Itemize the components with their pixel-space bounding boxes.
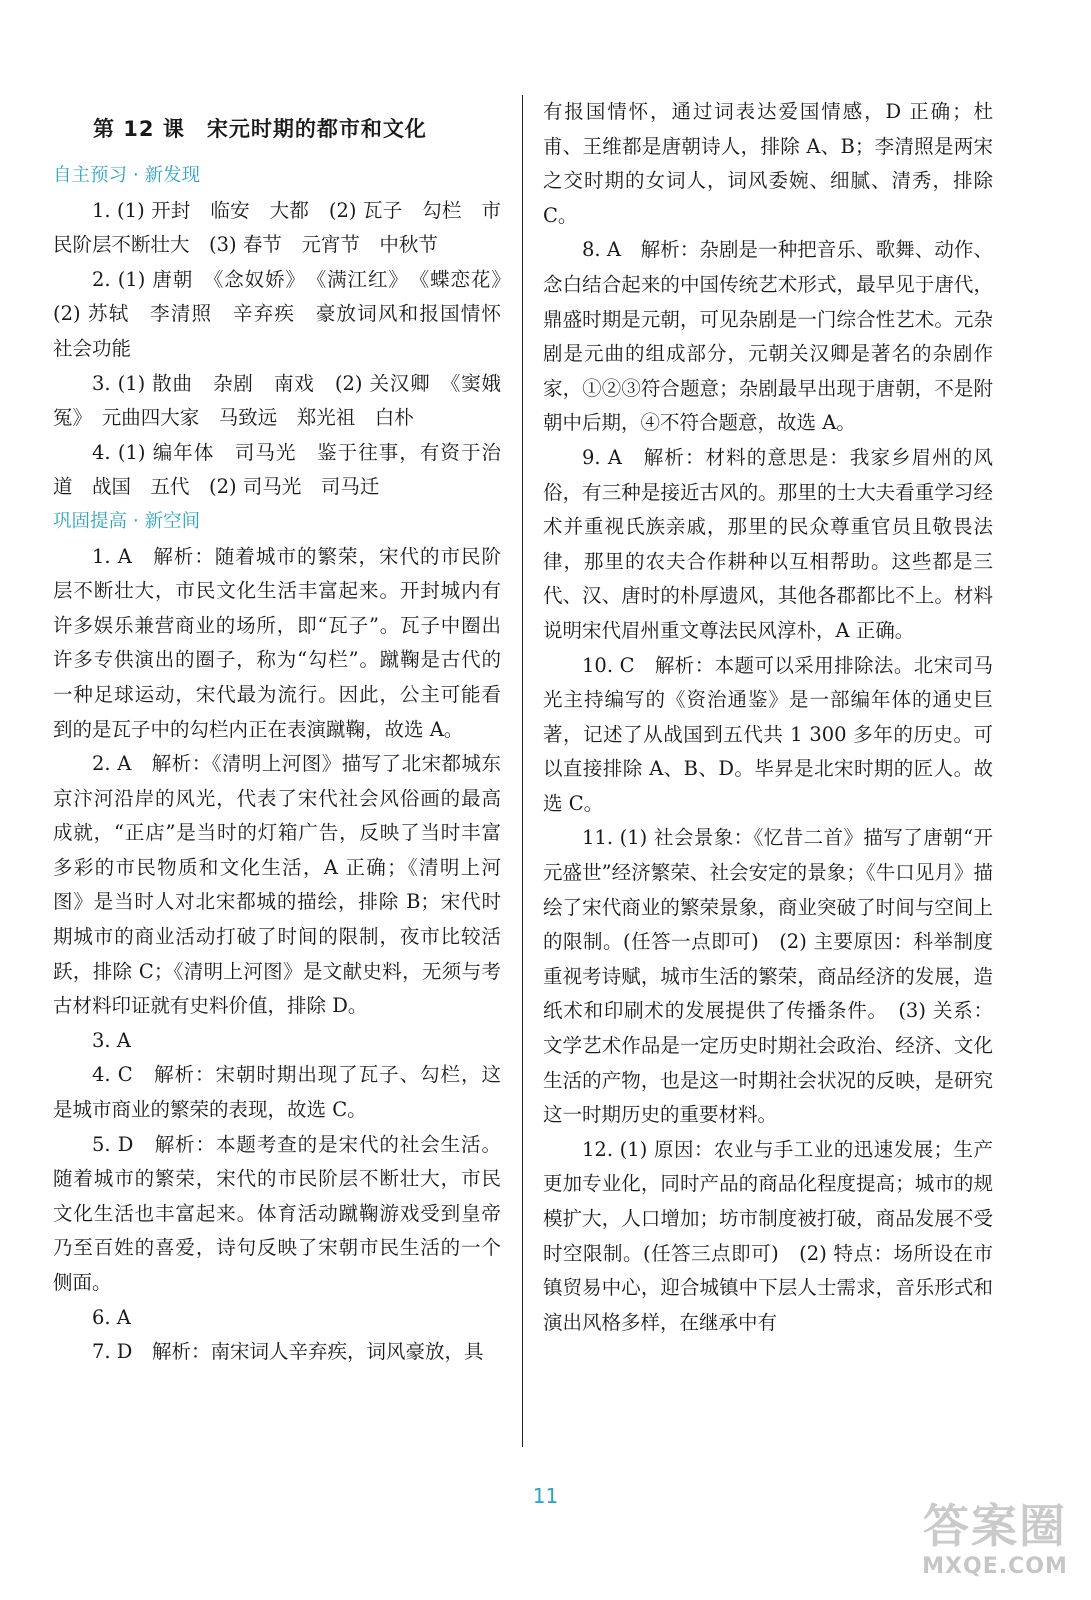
answer-item: 9. A 解析：材料的意思是：我家乡眉州的风俗，有三种是接近古风的。那里的士大夫看重学习经术并重视氏族亲戚，那里的民众尊重官员且敬畏法律，那里的农夫合作耕种以互相帮助。这些都是三代、汉、唐时的朴厚遗风，其他各郡都比不上。材料说明宋代眉州重文尊法民风淳朴，A 正确。 [543,445,993,642]
watermark-url: MXQE.COM [922,1554,1068,1579]
answer-item: 3. (1) 散曲 杂剧 南戏 (2) 关汉卿 《窦娥冤》 元曲四大家 马致远 郑光祖 白朴 [53,371,501,430]
answer-item: 1. (1) 开封 临安 大都 (2) 瓦子 勾栏 市民阶层不断壮大 (3) 春节 元宵节 中秋节 [53,198,501,257]
answer-item: 4. (1) 编年体 司马光 鉴于往事，有资于治道 战国 五代 (2) 司马光 司马迁 [53,440,501,499]
section-heading-preview: 自主预习 · 新发现 [53,165,201,186]
answer-item: 1. A 解析：随着城市的繁荣，宋代的市民阶层不断壮大，市民文化生活丰富起来。开封城内有许多娱乐兼营商业的场所，即“瓦子”。瓦子中圈出许多专供演出的圈子，称为“勾栏”。蹴鞠是古代的一种足球运动，宋代最为流行。因此，公主可能看到的是瓦子中的勾栏内正在表演蹴鞠，故选 A。 [53,544,501,741]
answer-item: 2. A 解析：《清明上河图》描写了北宋都城东京汴河沿岸的风光，代表了宋代社会风俗画的最高成就，“正店”是当时的灯箱广告，反映了当时丰富多彩的市民物质和文化生活，A 正确；《清明上河图》是当时人对北宋都城的描绘，排除 B；宋代时期城市的商业活动打破了时间的限制，夜市比较活跃，排除 C；《清明上河图》是文献史料，无须与考古材料印证就有史料价值，排除 D。 [53,752,501,1018]
answer-item: 4. C 解析：宋朝时期出现了瓦子、勾栏，这是城市商业的繁荣的表现，故选 C。 [53,1063,501,1122]
answer-item: 7. D 解析：南宋词人辛弃疾，词风豪放，具 [92,1340,484,1364]
watermark-logo [905,1498,1085,1594]
answer-continuation: 有报国情怀，通过词表达爱国情感，D 正确；杜甫、王维都是唐朝诗人，排除 A、B；李清照是两宋之交时期的女词人，词风委婉、细腻、清秀，排除 C。 [543,100,993,227]
column-divider [522,95,523,1447]
answer-item: 5. D 解析：本题考查的是宋代的社会生活。随着城市的繁荣，宋代的市民阶层不断壮大，市民文化生活也丰富起来。体育活动蹴鞠游戏受到皇帝乃至百姓的喜爱，诗句反映了宋朝市民生活的一个侧面。 [53,1132,501,1294]
section-heading-consolidate: 巩固提高 · 新空间 [53,510,201,532]
page-number: 11 [532,1484,559,1508]
answer-item: 11. (1) 社会景象：《忆昔二首》描写了唐朝“开元盛世”经济繁荣、社会安定的景象；《牛口见月》描绘了宋代商业的繁荣景象，商业突破了时间与空间上的限制。(任答一点即可) (2) 主要原因：科举制度重视考诗赋，城市生活的繁荣，商品经济的发展，造纸术和印刷术的发展提供了传播条件。 (3) 关系：文学艺术作品是一定历史时期社会政治、经济、文化生活的产物，也是这一时期社会状况的反映，是研究这一时期历史的重要材料。 [543,826,993,1127]
answer-item: 3. A [92,1028,131,1052]
answer-item: 10. C 解析：本题可以采用排除法。北宋司马光主持编写的《资治通鉴》是一部编年体的通史巨著，记述了从战国到五代共 1 300 多年的历史。可以直接排除 A、B、D。毕昇是北宋时期的匠人。故选 C。 [543,653,993,815]
right-column [543,95,993,1340]
watermark-logo-text: 答案圈 [923,1499,1067,1553]
answer-item: 12. (1) 原因：农业与手工业的迅速发展；生产更加专业化，同时产品的商品化程度提高；城市的规模扩大，人口增加；坊市制度被打破，商品发展不受时空限制。(任答三点即可) (2) 特点：场所设在市镇贸易中心，迎合城镇中下层人士需求，音乐形式和演出风格多样，在继承中有 [543,1137,993,1334]
lesson-title: 第 12 课 宋元时期的都市和文化 [93,117,427,141]
answer-item: 2. (1) 唐朝 《念奴娇》 《满江红》 《蝶恋花》 (2) 苏轼 李清照 辛弃疾 豪放词风和报国情怀 社会功能 [53,267,521,360]
answer-item: 8. A 解析：杂剧是一种把音乐、歌舞、动作、念白结合起来的中国传统艺术形式，最早见于唐代，鼎盛时期是元朝，可见杂剧是一门综合性艺术。元杂剧是元曲的组成部分，元朝关汉卿是著名的杂剧作家，①②③符合题意；杂剧最早出现于唐朝，不是附朝中后期，④不符合题意，故选 A。 [543,238,993,435]
left-column [53,95,521,1370]
answer-item: 6. A [92,1305,131,1329]
